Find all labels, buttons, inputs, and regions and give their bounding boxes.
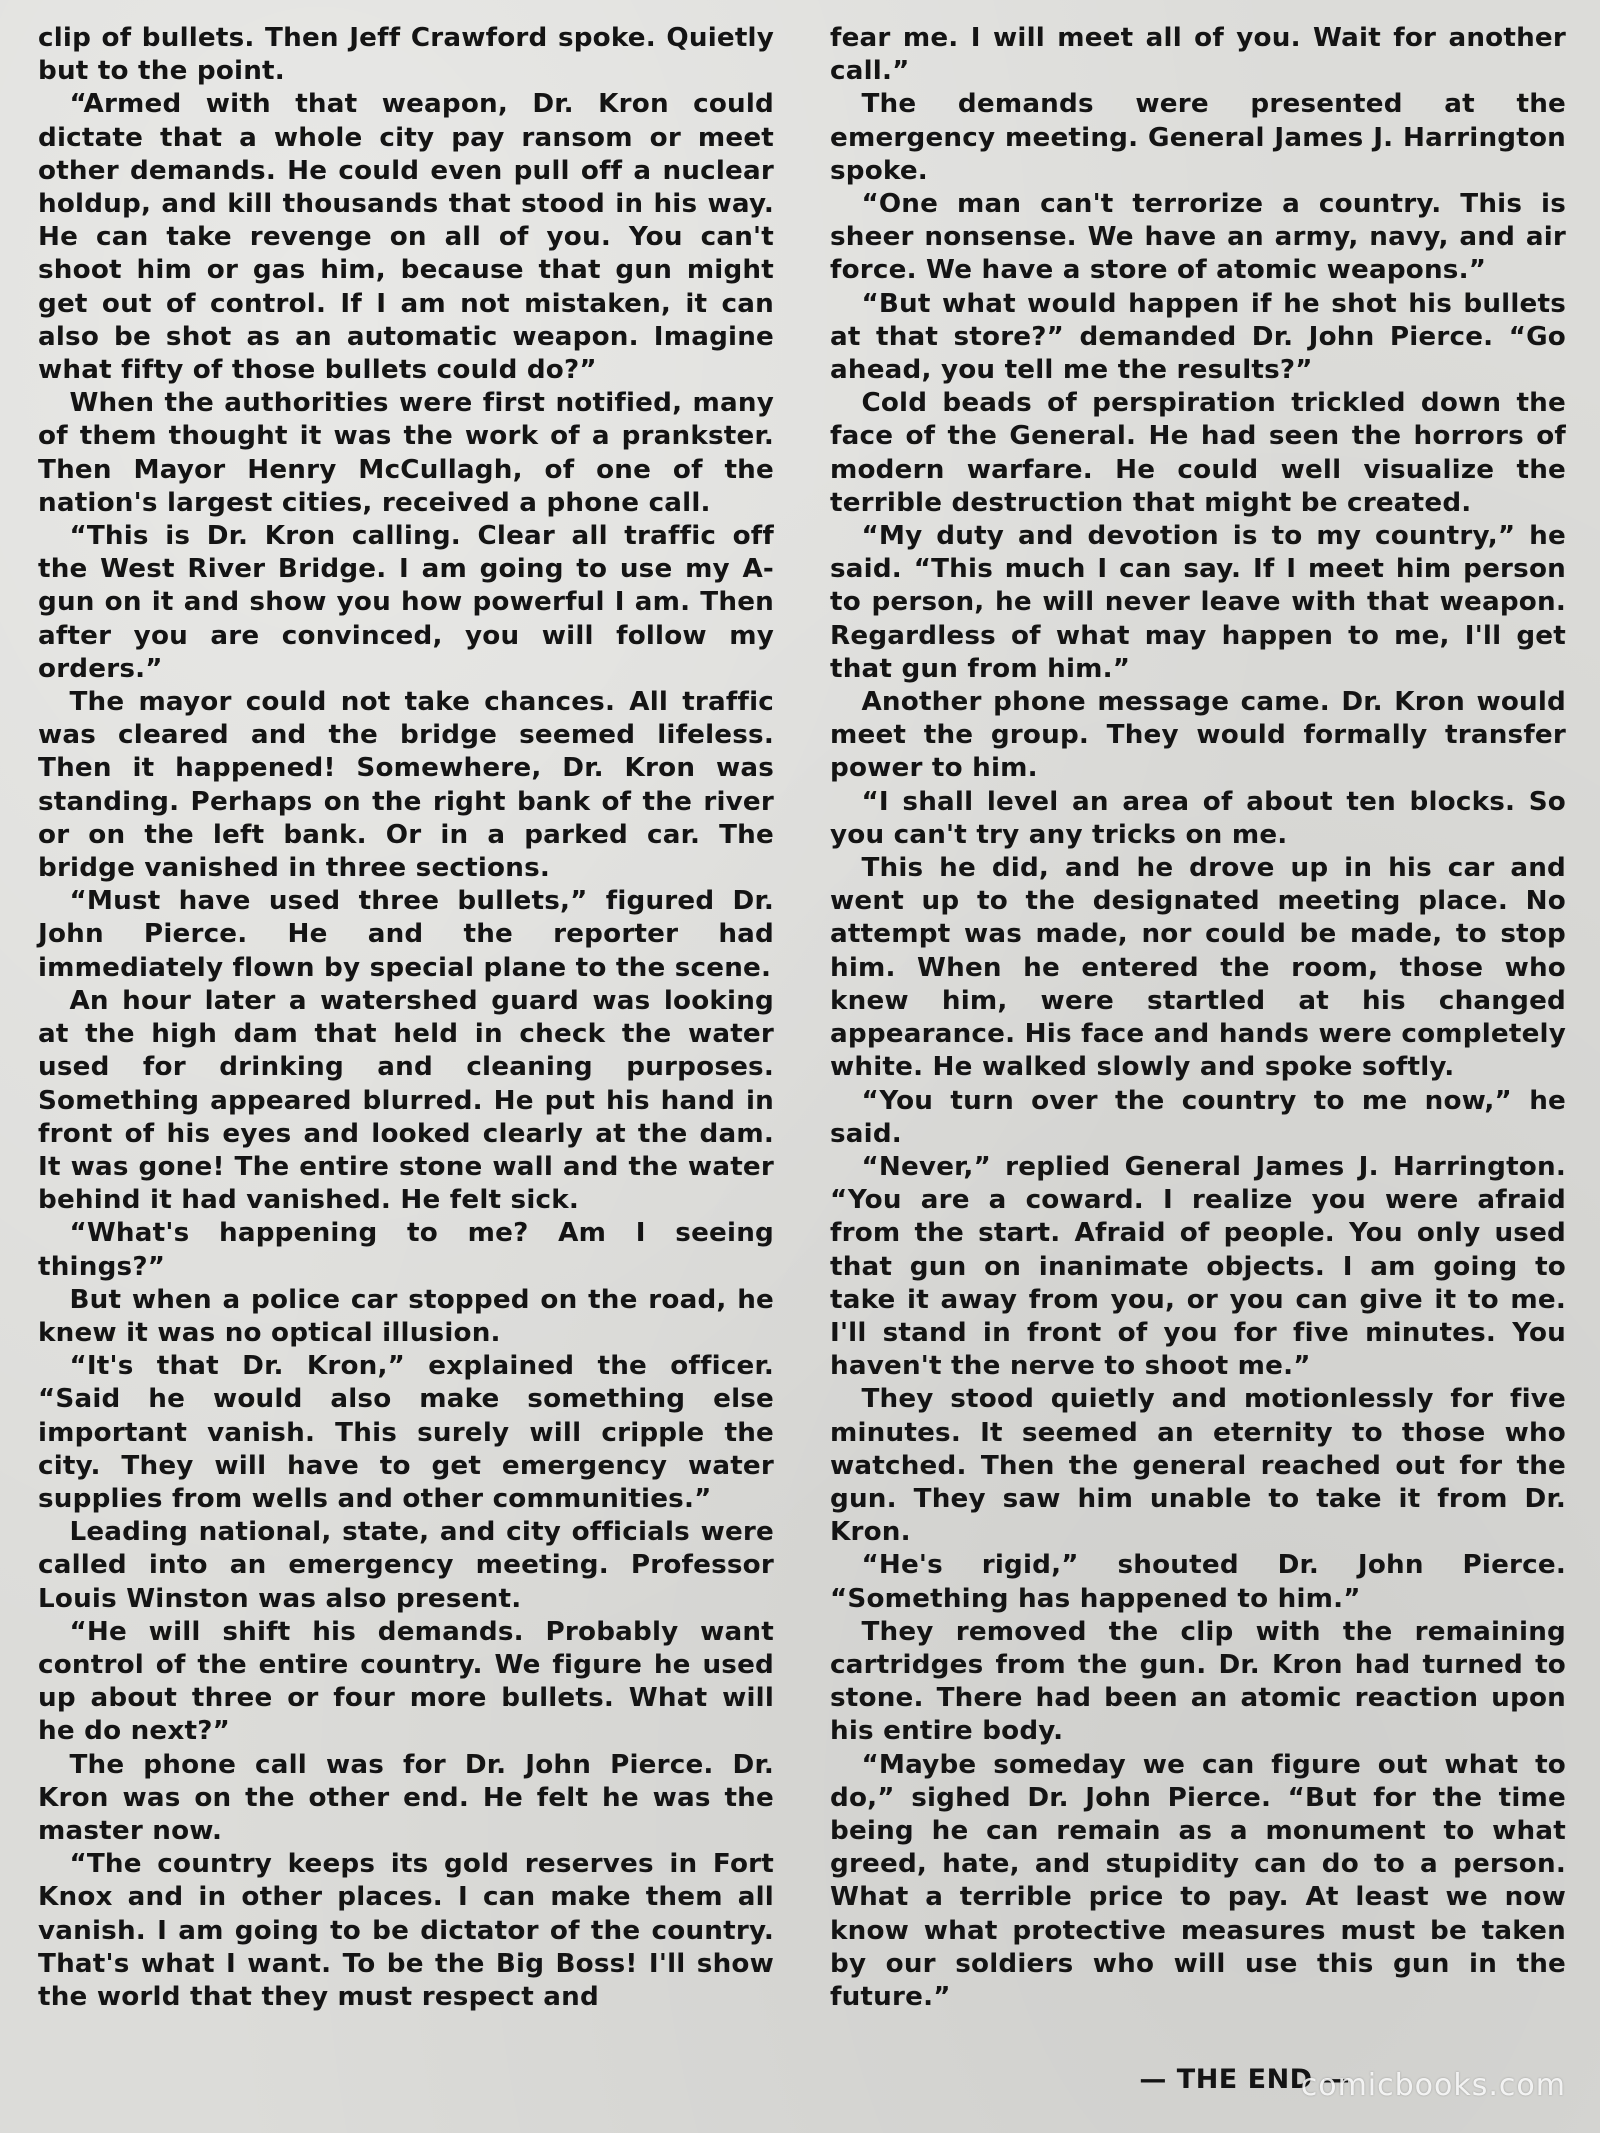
paragraph: “One man can't terrorize a country. This is sheer nonsense. We have an army, navy, and air force. We have a store of atomic weapons.” bbox=[830, 189, 1566, 286]
paragraph: fear me. I will meet all of you. Wait for another call.” bbox=[830, 23, 1566, 87]
paragraph: They removed the clip with the remaining cartridges from the gun. Dr. Kron had turned to stone. There had been an atomic reaction upon his entire body. bbox=[830, 1616, 1566, 1747]
paragraph: The mayor could not take chances. All traffic was cleared and the bridge seemed lifeless. Then it happened! Somewhere, Dr. Kron was standing. Perhaps on the right bank of the river or on the left bank. Or in a parked car. The bridge vanished in three sections. bbox=[38, 687, 774, 884]
left-column bbox=[38, 22, 774, 2014]
paragraph: “It's that Dr. Kron,” explained the officer. “Said he would also make something else important vanish. This surely will cripple the city. They will have to get emergency water supplies from wells and other communities.” bbox=[38, 1351, 774, 1514]
the-end-label: — THE END — bbox=[1139, 2064, 1350, 2095]
paragraph: “My duty and devotion is to my country,” he said. “This much I can say. If I meet him person to person, he will never leave with that weapon. Regardless of what may happen to me, I'll get that gun from him.” bbox=[830, 521, 1566, 684]
paragraph: “Maybe someday we can figure out what to do,” sighed Dr. John Pierce. “But for the time being he can remain as a monument to what greed, hate, and stupidity can do to a person. What a terrible price to pay. At least we now know what protective measures must be taken by our soldiers who will use this gun in the future.” bbox=[830, 1749, 1566, 2012]
paragraph: clip of bullets. Then Jeff Crawford spoke. Quietly but to the point. bbox=[38, 23, 774, 87]
paragraph: The phone call was for Dr. John Pierce. Dr. Kron was on the other end. He felt he was the master now. bbox=[38, 1749, 774, 1846]
paragraph: “Never,” replied General James J. Harrington. “You are a coward. I realize you were afraid from the start. Afraid of people. You only used that gun on inanimate objects. I am going to take it away from you, or you can give it to me. I'll stand in front of you for five minutes. You haven't the nerve to shoot me.” bbox=[830, 1151, 1566, 1382]
paragraph: When the authorities were first notified, many of them thought it was the work of a prankster. Then Mayor Henry McCullagh, of one of the nation's largest cities, received a phone call. bbox=[38, 388, 774, 518]
paragraph: “I shall level an area of about ten blocks. So you can't try any tricks on me. bbox=[830, 786, 1566, 850]
paragraph: “The country keeps its gold reserves in Fort Knox and in other places. I can make them all vanish. I am going to be dictator of the country. That's what I want. To be the Big Boss! I'll show the world that they must respect and bbox=[38, 1849, 774, 2012]
paragraph: An hour later a watershed guard was looking at the high dam that held in check the water used for drinking and cleaning purposes. Something appeared blurred. He put his hand in front of his eyes and looked clearly at the dam. It was gone! The entire stone wall and the water behind it had vanished. He felt sick. bbox=[38, 985, 774, 1216]
paragraph: Leading national, state, and city officials were called into an emergency meeting. Professor Louis Winston was also present. bbox=[38, 1517, 774, 1614]
paragraph: They stood quietly and motionlessly for five minutes. It seemed an eternity to those who watched. Then the general reached out for the gun. They saw him unable to take it from Dr. Kron. bbox=[830, 1384, 1566, 1548]
paragraph: The demands were presented at the emergency meeting. General James J. Harrington spoke. bbox=[830, 89, 1566, 186]
paragraph: “Must have used three bullets,” figured Dr. John Pierce. He and the reporter had immediately flown by special plane to the scene. bbox=[38, 886, 774, 983]
right-column bbox=[830, 22, 1566, 2014]
paragraph: “But what would happen if he shot his bullets at that store?” demanded Dr. John Pierce. “Go ahead, you tell me the results?” bbox=[830, 288, 1566, 386]
paragraph: “He's rigid,” shouted Dr. John Pierce. “Something has happened to him.” bbox=[830, 1550, 1566, 1614]
watermark: comicbooks.com bbox=[1300, 2068, 1566, 2103]
paragraph: Another phone message came. Dr. Kron would meet the group. They would formally transfer power to him. bbox=[830, 687, 1566, 784]
paragraph: “What's happening to me? Am I seeing things?” bbox=[38, 1218, 774, 1282]
paragraph: “You turn over the country to me now,” he said. bbox=[830, 1085, 1566, 1149]
paragraph: “This is Dr. Kron calling. Clear all traffic off the West River Bridge. I am going to use my A-gun on it and show you how powerful I am. Then after you are convinced, you will follow my orders.” bbox=[38, 521, 774, 684]
text-columns bbox=[38, 22, 1566, 2014]
paragraph: Cold beads of perspiration trickled down the face of the General. He had seen the horrors of modern warfare. He could well visualize the terrible destruction that might be created. bbox=[830, 388, 1566, 518]
paragraph: This he did, and he drove up in his car and went up to the designated meeting place. No attempt was made, nor could be made, to stop him. When he entered the room, those who knew him, were startled at his changed appearance. His face and hands were completely white. He walked slowly and spoke softly. bbox=[830, 853, 1566, 1083]
paragraph: “Armed with that weapon, Dr. Kron could dictate that a whole city pay ransom or meet other demands. He could even pull off a nuclear holdup, and kill thousands that stood in his way. He can take revenge on all of you. You can't shoot him or gas him, because that gun might get out of control. If I am not mistaken, it can also be shot as an automatic weapon. Imagine what fifty of those bullets could do?” bbox=[38, 89, 774, 386]
paragraph: But when a police car stopped on the road, he knew it was no optical illusion. bbox=[38, 1284, 774, 1348]
paragraph: “He will shift his demands. Probably want control of the entire country. We figure he used up about three or four more bullets. What will he do next?” bbox=[38, 1616, 774, 1747]
